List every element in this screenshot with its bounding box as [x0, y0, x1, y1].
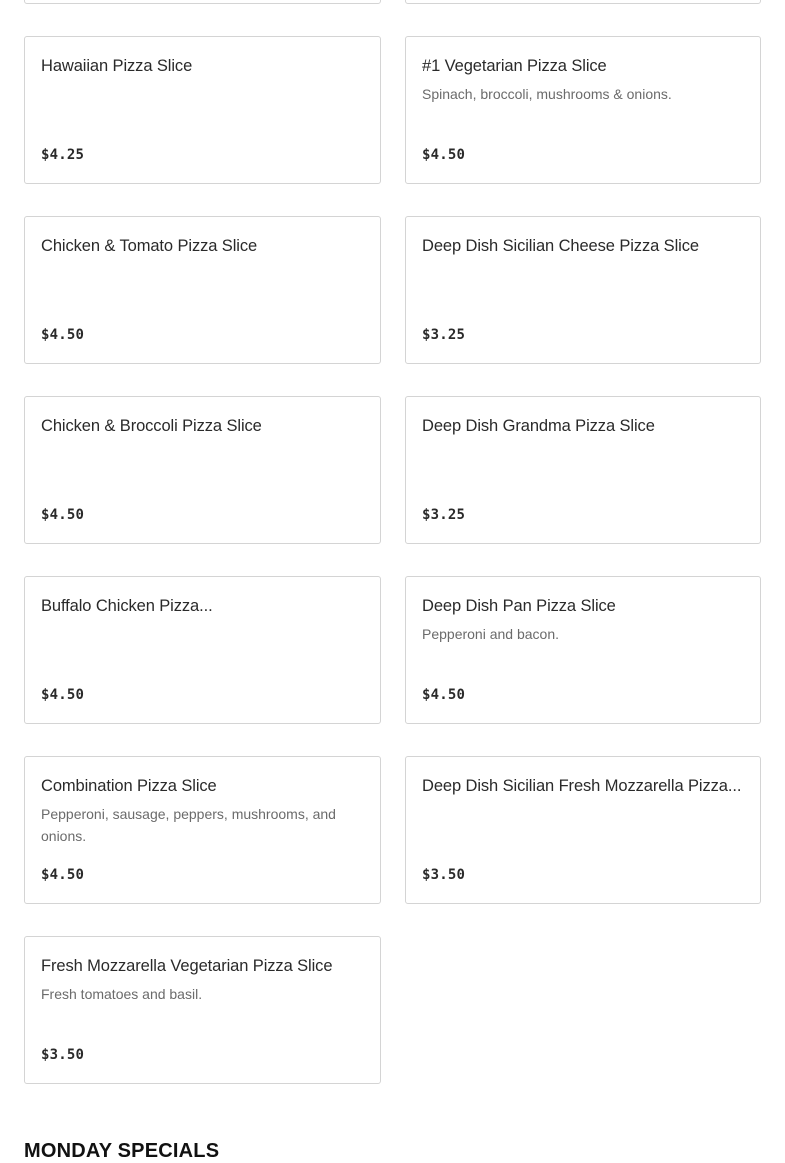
menu-item-description: Fresh tomatoes and basil. [41, 986, 203, 1002]
menu-item-card[interactable] [24, 0, 381, 4]
menu-item-price: $3.25 [422, 327, 466, 343]
menu-item-card[interactable] [405, 216, 761, 364]
menu-item-name: Deep Dish Sicilian Fresh Mozzarella Pizza... [422, 777, 742, 795]
menu-item-card[interactable] [405, 36, 761, 184]
menu-item-card[interactable] [24, 396, 381, 544]
menu-item-price: $3.50 [422, 867, 466, 883]
menu-item-price: $4.50 [41, 867, 85, 883]
menu-item-price: $3.50 [41, 1047, 85, 1063]
menu-item-description: Pepperoni, sausage, peppers, mushrooms, and onions. [41, 806, 336, 844]
menu-item-card[interactable] [24, 216, 381, 364]
menu-item-card[interactable] [405, 576, 761, 724]
menu-item-price: $4.25 [41, 147, 85, 163]
menu-item-price: $4.50 [422, 687, 466, 703]
menu-item-name: Combination Pizza Slice [41, 777, 217, 795]
menu-item-card[interactable] [24, 576, 381, 724]
menu-item-name: Buffalo Chicken Pizza... [41, 597, 213, 615]
menu-item-name: Chicken & Broccoli Pizza Slice [41, 417, 262, 435]
menu-item-name: Deep Dish Sicilian Cheese Pizza Slice [422, 237, 699, 255]
menu-item-name: Chicken & Tomato Pizza Slice [41, 237, 258, 255]
menu-item-card[interactable] [24, 36, 381, 184]
menu-item-name: Deep Dish Pan Pizza Slice [422, 597, 616, 615]
menu-item-price: $4.50 [422, 147, 466, 163]
menu-item-description: Pepperoni and bacon. [422, 626, 559, 642]
menu-item-price: $4.50 [41, 507, 85, 523]
menu-item-name: #1 Vegetarian Pizza Slice [422, 57, 607, 75]
menu-item-price: $3.25 [422, 507, 466, 523]
menu-item-card[interactable] [405, 0, 761, 4]
menu-item-description: Spinach, broccoli, mushrooms & onions. [422, 86, 672, 102]
menu-item-card[interactable] [405, 756, 761, 904]
menu-item-name: Deep Dish Grandma Pizza Slice [422, 417, 655, 435]
section-heading-monday-specials: MONDAY SPECIALS [24, 1140, 220, 1162]
menu-items-grid [24, 0, 761, 1084]
menu-item-price: $4.50 [41, 327, 85, 343]
menu-item-card[interactable] [24, 756, 381, 904]
menu-item-card[interactable] [405, 396, 761, 544]
menu-item-name: Fresh Mozzarella Vegetarian Pizza Slice [41, 957, 333, 975]
menu-item-card[interactable] [24, 936, 381, 1084]
menu-item-name: Hawaiian Pizza Slice [41, 57, 193, 75]
menu-item-price: $4.50 [41, 687, 85, 703]
